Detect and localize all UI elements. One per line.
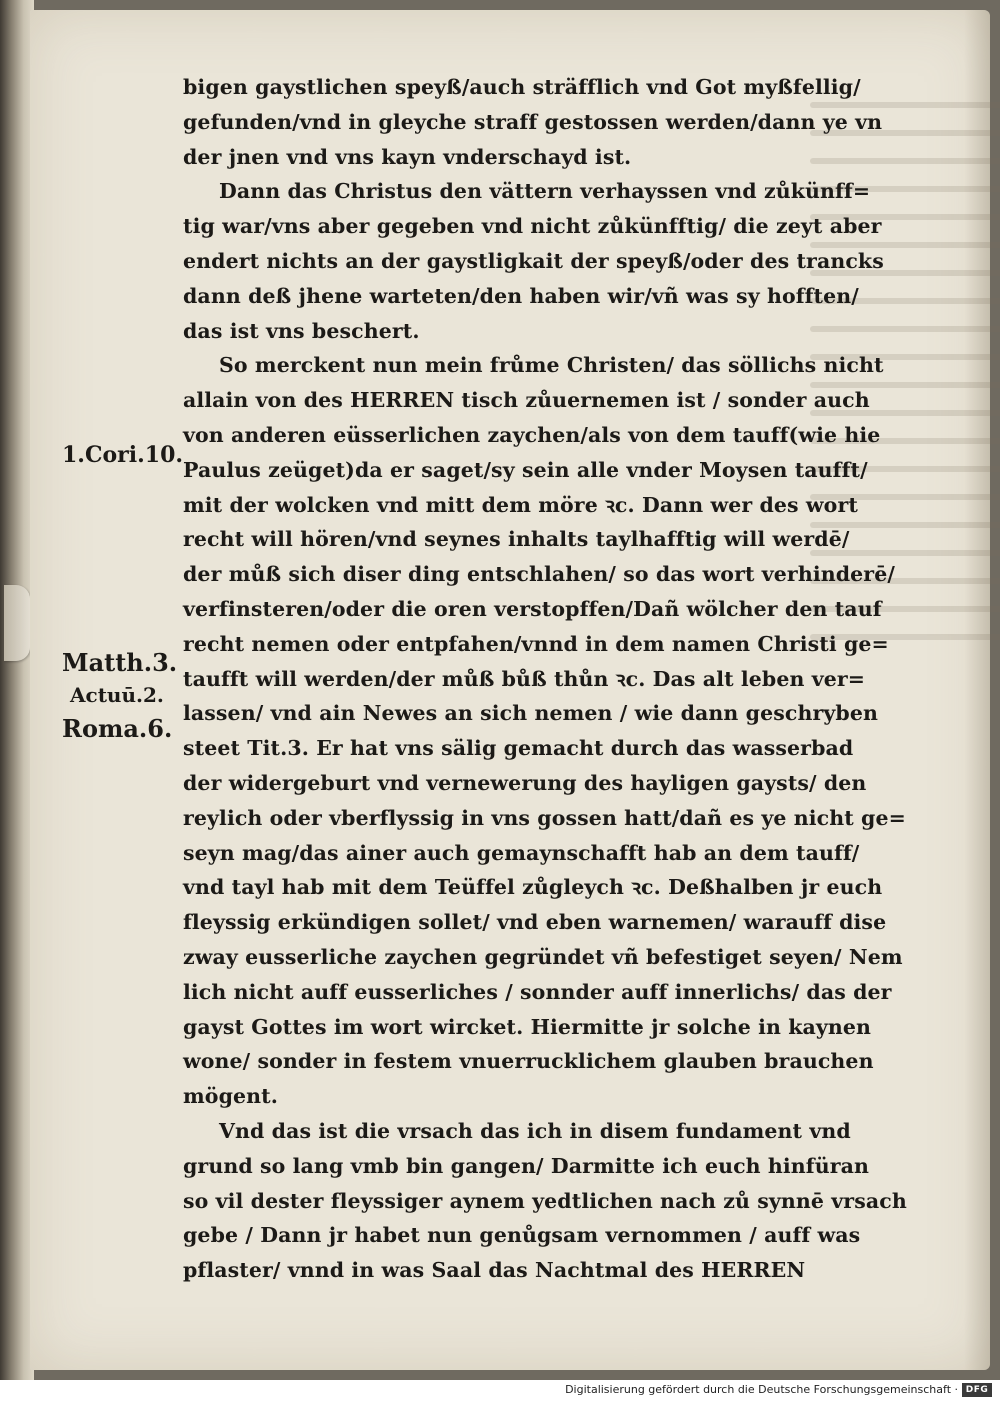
dfg-logo: DFG bbox=[962, 1383, 992, 1397]
text-line: allain von des HERREN tisch zůuernemen ist / sonder auch bbox=[183, 388, 870, 413]
text-line: der widergeburt vnd vernewerung des hayligen gaysts/ den bbox=[183, 770, 867, 795]
text-line: gebe / Dann jr habet nun genůgsam vernommen / auff was bbox=[183, 1223, 861, 1248]
text-line: steet Tit.3. Er hat vns sälig gemacht durch das wasserbad bbox=[183, 736, 854, 761]
text-line: reylich oder vberflyssig in vns gossen hatt/dañ es ye nicht ge= bbox=[183, 805, 906, 830]
text-line: grund so lang vmb bin gangen/ Darmitte ich euch hinfüran bbox=[183, 1153, 870, 1178]
text-line: taufft will werden/der můß bůß thůn ꝛc. Das alt leben ver= bbox=[183, 666, 866, 691]
text-line: seyn mag/das ainer auch gemaynschafft hab an dem tauff/ bbox=[183, 840, 860, 865]
text-line: lassen/ vnd ain Newes an sich nemen / wie dann geschryben bbox=[183, 701, 878, 726]
text-line: wone/ sonder in festem vnuerrucklichem glauben brauchen bbox=[183, 1049, 874, 1074]
text-line: der můß sich diser ding entschlahen/ so das wort verhinderē/ bbox=[183, 562, 895, 587]
text-line: das ist vns beschert. bbox=[183, 318, 420, 343]
text-line: mit der wolcken vnd mitt dem möre ꝛc. Dann wer des wort bbox=[183, 492, 858, 517]
text-line: vnd tayl hab mit dem Teüffel zůgleych ꝛc. Deßhalben jr euch bbox=[183, 875, 883, 900]
text-line: So merckent nun mein frůme Christen/ das söllichs nicht bbox=[219, 353, 884, 378]
footer-bar bbox=[0, 1380, 1000, 1401]
text-line: der jnen vnd vns kayn vnderschayd ist. bbox=[183, 144, 632, 169]
body-text bbox=[183, 70, 923, 1288]
text-line: so vil dester fleyssiger aynem yedtlichen nach zů synnē vrsach bbox=[183, 1188, 907, 1213]
text-line: verfinsteren/oder die oren verstopffen/Dañ wölcher den tauf bbox=[183, 596, 882, 621]
text-line: endert nichts an der gaystligkait der speyß/oder des trancks bbox=[183, 248, 884, 273]
text-line: Dann das Christus den vättern verhayssen vnd zůkünff= bbox=[219, 179, 871, 204]
text-line: zway eusserliche zaychen gegründet vñ befestiget seyen/ Nem bbox=[183, 944, 903, 969]
margin-note-acts: Actuū.2. bbox=[70, 683, 164, 707]
margin-note-romans: Roma.6. bbox=[62, 714, 173, 743]
text-line: tig war/vns aber gegeben vnd nicht zůkünfftig/ die zeyt aber bbox=[183, 214, 882, 239]
bookmark-tab bbox=[4, 585, 30, 661]
text-line: dann deß jhene warteten/den haben wir/vñ was sy hofften/ bbox=[183, 283, 859, 308]
text-line: lich nicht auff eusserliches / sonnder auff innerlichs/ das der bbox=[183, 979, 892, 1004]
text-line: Vnd das ist die vrsach das ich in disem fundament vnd bbox=[219, 1118, 851, 1143]
book-spine bbox=[0, 0, 34, 1380]
funding-credit: Digitalisierung gefördert durch die Deutsche Forschungsgemeinschaft · bbox=[565, 1383, 958, 1396]
text-line: gayst Gottes im wort wircket. Hiermitte jr solche in kaynen bbox=[183, 1014, 872, 1039]
text-line: fleyssig erkündigen sollet/ vnd eben warnemen/ warauff dise bbox=[183, 910, 887, 935]
margin-note-matthew: Matth.3. bbox=[62, 648, 178, 677]
text-line: Paulus zeüget)da er saget/sy sein alle vnder Moysen taufft/ bbox=[183, 457, 868, 482]
text-line: gefunden/vnd in gleyche straff gestossen werden/dann ye vn bbox=[183, 109, 883, 134]
text-line: von anderen eüsserlichen zaychen/als von dem tauff(wie hie bbox=[183, 422, 881, 447]
text-line: pflaster/ vnnd in was Saal das Nachtmal des HERREN bbox=[183, 1258, 806, 1283]
text-line: recht will hören/vnd seynes inhalts taylhafftig will werdē/ bbox=[183, 527, 850, 552]
text-line: bigen gaystlichen speyß/auch sträfflich vnd Got myßfellig/ bbox=[183, 75, 861, 99]
text-line: mögent. bbox=[183, 1084, 278, 1109]
text-line: recht nemen oder entpfahen/vnnd in dem namen Christi ge= bbox=[183, 631, 889, 656]
margin-note-corinthians: 1.Cori.10. bbox=[62, 442, 184, 468]
